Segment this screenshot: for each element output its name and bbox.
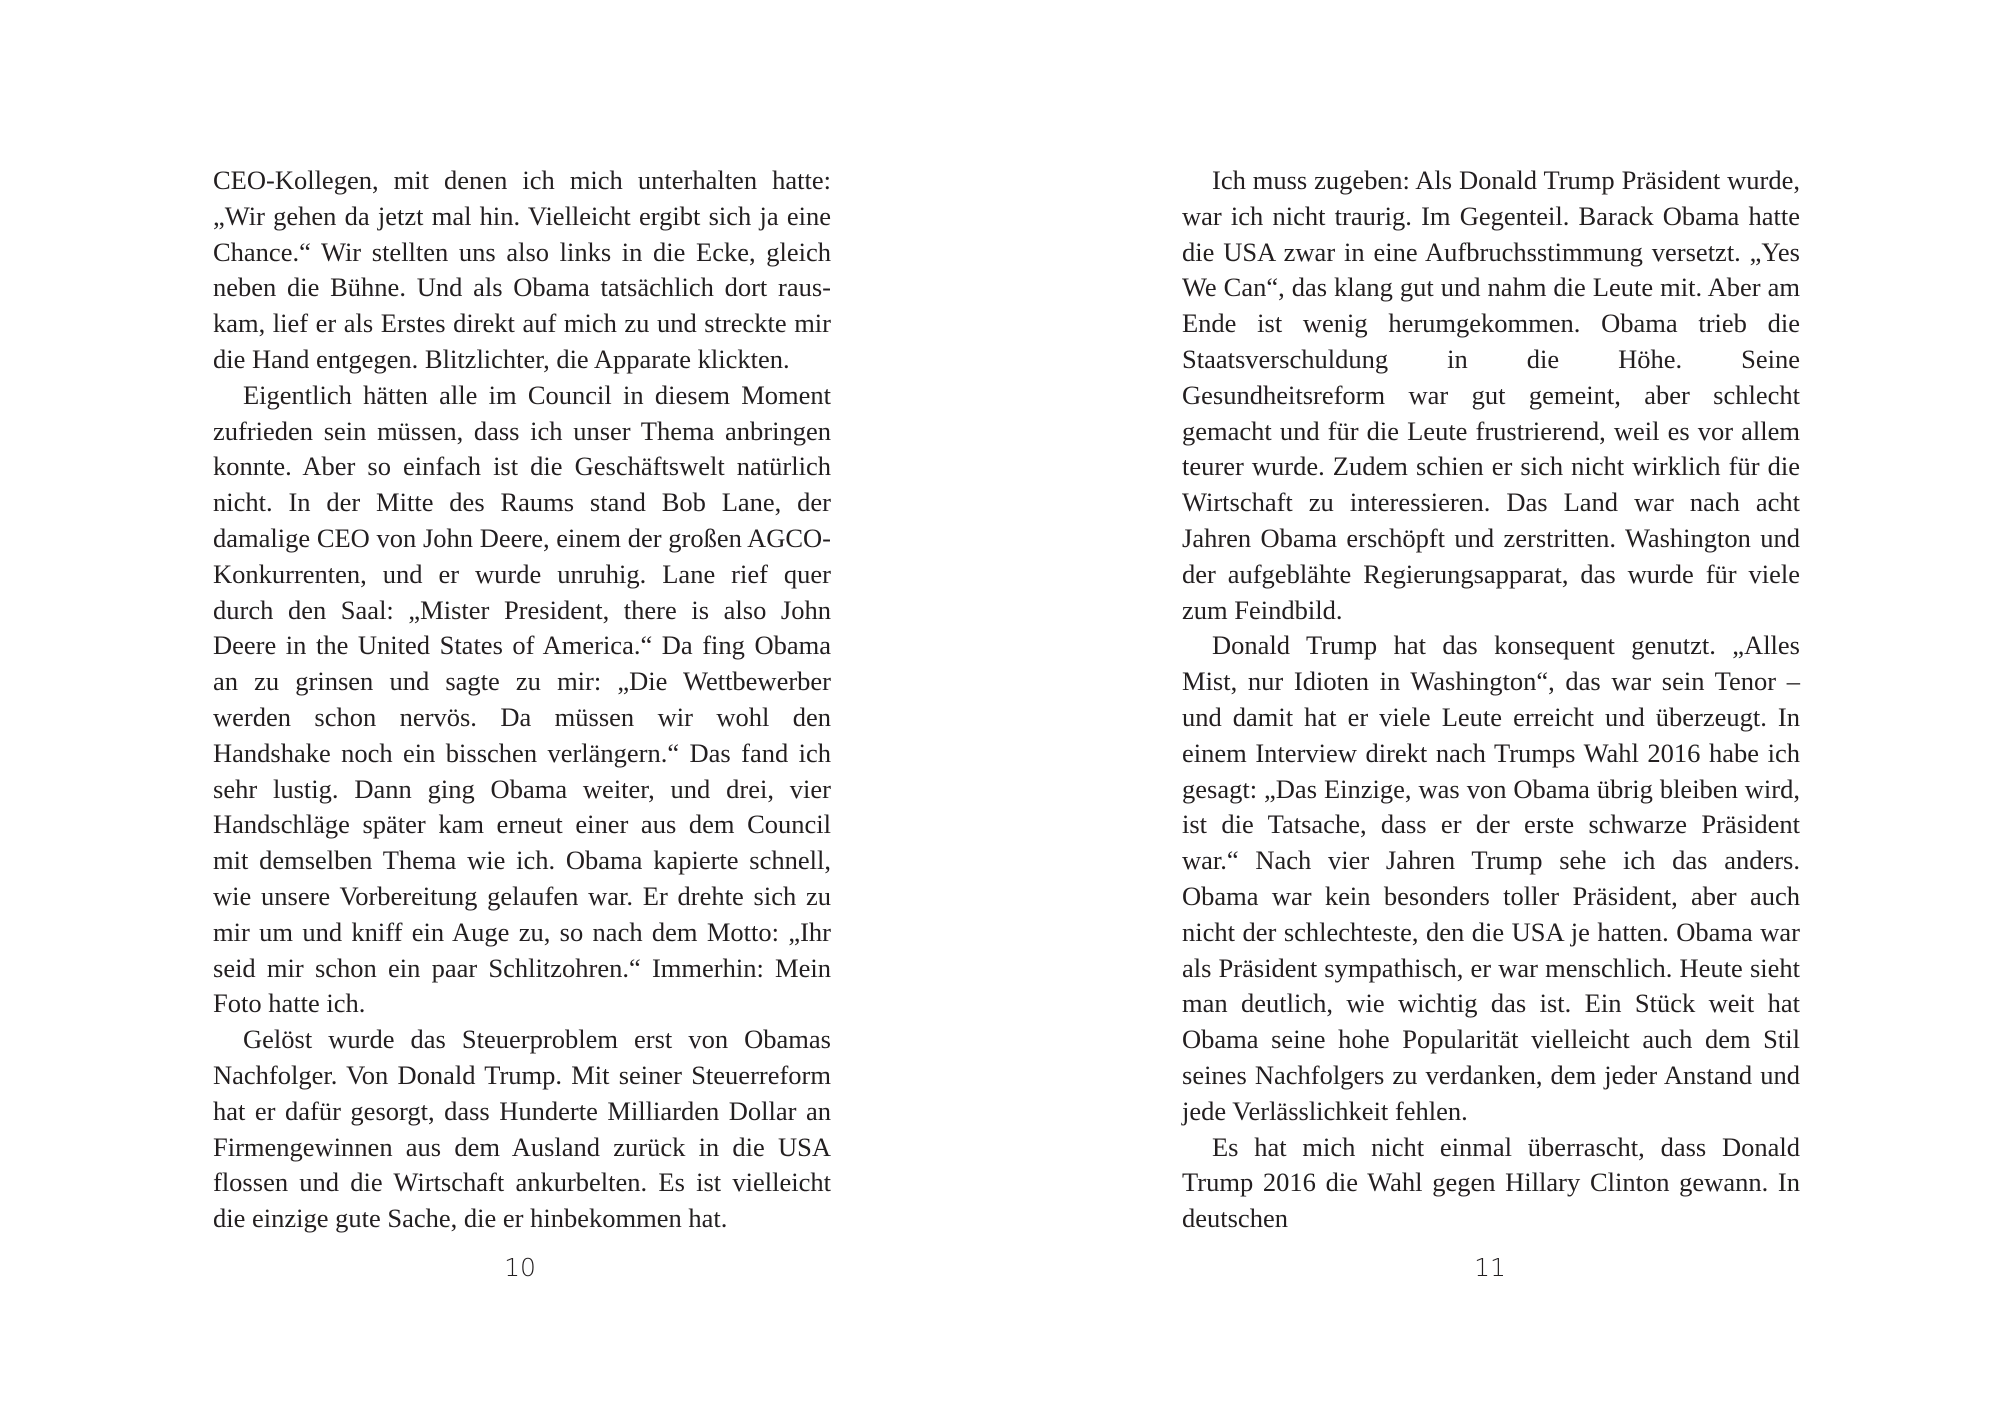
page-number: 10 bbox=[504, 1253, 536, 1282]
right-page-body bbox=[1182, 163, 1800, 1237]
paragraph: Gelöst wurde das Steuerproblem erst von Obamas Nachfolger. Von Donald Trump. Mit seiner Steuerreform hat er dafür gesorgt, dass Hunderte Milliarden Dollar an Firmengewinnen aus dem Ausland zurück in die USA flossen und die Wirtschaft ankurbelten. Es ist vielleicht die einzige gute Sache, die er hinbekommen hat. bbox=[213, 1024, 831, 1234]
right-page bbox=[1000, 0, 2000, 1414]
paragraph: CEO-Kollegen, mit denen ich mich unterhalten hatte: „Wir gehen da jetzt mal hin. Vielleicht ergibt sich ja eine Chance.“ Wir stellten uns also links in die Ecke, gleich neben die Bühne. Und als Obama tatsächlich dort rauskam, lief er als Erstes direkt auf mich zu und streckte mir die Hand entgegen. Blitzlichter, die Apparate klickten. bbox=[213, 165, 831, 374]
paragraph: Ich muss zugeben: Als Donald Trump Präsident wurde, war ich nicht traurig. Im Gegenteil. Barack Obama hatte die USA zwar in eine Aufbruchsstimmung versetzt. „Yes We Can“, das klang gut und nahm die Leute mit. Aber am Ende ist wenig herumgekommen. Obama trieb die Staatsverschuldung in die Höhe. Seine Gesundheitsreform war gut gemeint, aber schlecht gemacht und für die Leute frustrierend, weil es vor allem teurer wurde. Zudem schien er sich nicht wirklich für die Wirtschaft zu interessieren. Das Land war nach acht Jahren Obama erschöpft und zerstritten. Washington und der aufgeblähte Regierungsapparat, das wurde für viele zum Feindbild. bbox=[1182, 165, 1800, 625]
paragraph: Donald Trump hat das konsequent genutzt. „Alles Mist, nur Idioten in Washington“, das war sein Tenor – und damit hat er viele Leute erreicht und überzeugt. In einem Interview direkt nach Trumps Wahl 2016 habe ich gesagt: „Das Einzige, was von Obama übrig bleiben wird, ist die Tatsache, dass er der erste schwarze Präsident war.“ Nach vier Jahren Trump sehe ich das anders. Obama war kein besonders toller Präsident, aber auch nicht der schlechteste, den die USA je hatten. Obama war als Präsident sympathisch, er war menschlich. Heute sieht man deutlich, wie wichtig das ist. Ein Stück weit hat Obama seine hohe Popularität vielleicht auch dem Stil seines Nachfolgers zu verdanken, dem jeder Anstand und jede Verlässlichkeit fehlen. bbox=[1182, 630, 1800, 1126]
page-number: 11 bbox=[1474, 1253, 1506, 1282]
left-page-body bbox=[213, 163, 831, 1237]
paragraph: Eigentlich hätten alle im Council in diesem Moment zufrieden sein müssen, dass ich unser Thema anbringen konnte. Aber so einfach ist die Geschäftswelt natürlich nicht. In der Mitte des Raums stand Bob Lane, der damalige CEO von John Deere, einem der großen AGCO-Konkurrenten, und er wurde unruhig. Lane rief quer durch den Saal: „Mister President, there is also John Deere in the United States of America.“ Da fing Obama an zu grinsen und sagte zu mir: „Die Wettbewerber werden schon nervös. Da müssen wir wohl den Handshake noch ein bisschen verlängern.“ Das fand ich sehr lustig. Dann ging Obama weiter, und drei, vier Handschläge später kam erneut einer aus dem Council mit demselben Thema wie ich. Obama kapierte schnell, wie unsere Vorbereitung gelaufen war. Er drehte sich zu mir um und kniff ein Auge zu, so nach dem Motto: „Ihr seid mir schon ein paar Schlitzohren.“ Immerhin: Mein Foto hatte ich. bbox=[213, 379, 831, 1019]
paragraph: Es hat mich nicht einmal überrascht, dass Donald Trump 2016 die Wahl gegen Hillary Clinton gewann. In deutschen bbox=[1182, 1131, 1800, 1234]
